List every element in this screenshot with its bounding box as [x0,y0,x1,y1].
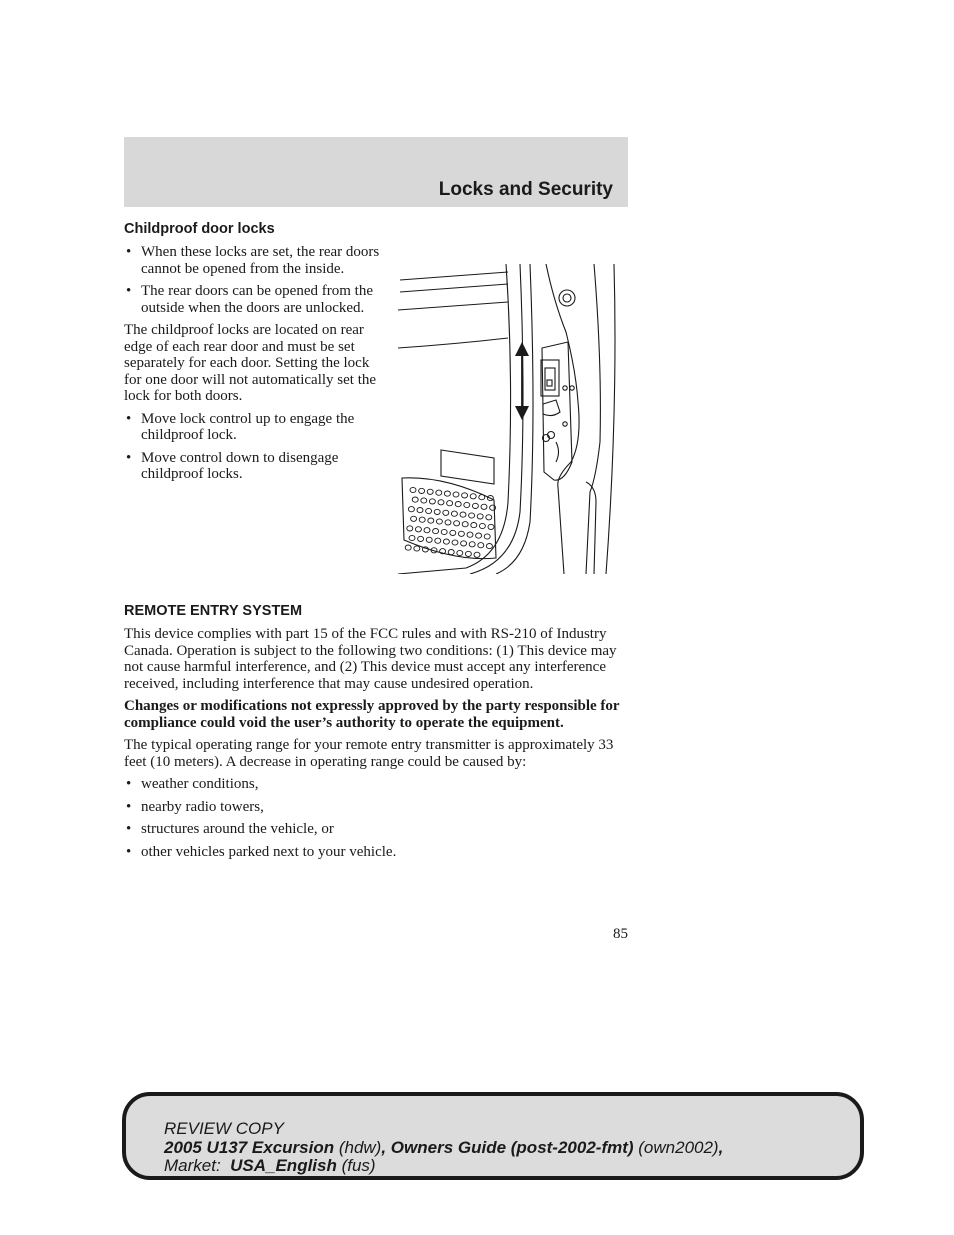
speaker-grille [405,487,495,557]
grille-hole [453,492,459,497]
list-item: • nearby radio towers, [124,799,628,816]
footer-market-label: Market: [164,1156,231,1175]
grille-hole [479,523,485,528]
footer-line-1: REVIEW COPY [164,1119,284,1138]
list-item: • Move control down to disengage childproof locks. [124,450,384,483]
footer-vehicle: 2005 U137 Excursion [164,1137,335,1157]
childproof-heading: Childproof door locks [124,221,275,237]
footer-guide: , Owners Guide (post-2002-fmt) [381,1137,634,1157]
grille-hole [471,523,477,528]
childproof-lock-illustration [396,262,621,574]
grille-hole [417,508,423,513]
grille-hole [447,501,453,506]
list-item: • other vehicles parked next to your vehicle. [124,844,628,861]
grille-hole [408,507,414,512]
grille-hole [462,493,468,498]
grille-hole [458,531,464,536]
grille-hole [486,544,492,549]
list-item: • When these locks are set, the rear doors cannot be opened from the inside. [124,244,384,277]
grille-hole [421,498,427,503]
section-header-band [124,137,628,207]
grille-hole [429,499,435,504]
grille-hole [461,541,467,546]
grille-hole [444,491,450,496]
grille-hole [419,488,425,493]
grille-hole [436,519,442,524]
grille-hole [484,534,490,539]
grille-hole [454,521,460,526]
grille-hole [478,543,484,548]
grille-hole [415,527,421,532]
section-title: Locks and Security [438,179,613,200]
grille-hole [411,516,417,521]
grille-hole [428,518,434,523]
grille-hole [472,503,478,508]
remote-entry-bullets [124,776,628,860]
grille-hole [476,533,482,538]
grille-hole [465,551,471,556]
grille-hole [486,515,492,520]
grille-hole [451,511,457,516]
grille-hole [479,495,485,500]
footer-comma: , [718,1137,724,1157]
grille-hole [488,524,494,529]
grille-hole [448,550,454,555]
grille-hole [464,502,470,507]
page-number: 85 [613,926,628,942]
grille-hole [426,537,432,542]
list-item: • weather conditions, [124,776,628,793]
grille-hole [457,550,463,555]
remote-entry-section [124,602,628,866]
childproof-paragraph: The childproof locks are located on rear edge of each rear door and must be set separately for each door. Setting the lock for one door will not automatically set the lock for both doors. [124,322,377,404]
grille-hole [455,502,461,507]
grille-hole [443,510,449,515]
grille-hole [418,536,424,541]
footer-market: USA_English [230,1156,337,1175]
grille-hole [426,508,432,513]
grille-hole [469,542,475,547]
footer-line-2 [164,1139,723,1158]
review-copy-footer [122,1092,864,1180]
list-item: • The rear doors can be opened from the outside when the doors are unlocked. [124,283,384,316]
grille-hole [460,512,466,517]
childproof-section [124,220,384,489]
grille-hole [412,497,418,502]
list-item: • Move lock control up to engage the childproof lock. [124,411,384,444]
grille-hole [467,532,473,537]
remote-entry-range-paragraph: The typical operating range for your remote entry transmitter is approximately 33 feet (10 meters). A decrease in operating range could be caused by: [124,737,614,770]
grille-hole [477,514,483,519]
grille-hole [462,522,468,527]
grille-hole [427,489,433,494]
grille-hole [419,517,425,522]
remote-entry-warning: Changes or modifications not expressly approved by the party responsible for compliance could void the user’s authority to operate the equipment. [124,698,620,731]
footer-guide-code: (own2002) [633,1137,719,1157]
grille-hole [470,494,476,499]
grille-hole [409,535,415,540]
lock-control [545,368,555,390]
grille-hole [438,500,444,505]
grille-hole [452,540,458,545]
grille-hole [443,539,449,544]
remote-entry-paragraph: This device complies with part 15 of the FCC rules and with RS-210 of Industry Canada. Operation is subject to the following two conditions: (1) This device may not cause harmful interference, and (2) This device must accept any interference received, including interference that may cause undesired operation. [124,626,617,692]
grille-hole [474,552,480,557]
grille-hole [445,520,451,525]
grille-hole [434,509,440,514]
grille-hole [414,546,420,551]
grille-hole [436,490,442,495]
up-down-arrow [515,342,529,420]
footer-line-3 [164,1157,723,1176]
remote-entry-heading: REMOTE ENTRY SYSTEM [124,603,303,619]
footer-market-code: (fus) [336,1156,376,1175]
list-item: • structures around the vehicle, or [124,821,628,838]
grille-hole [405,545,411,550]
footer-text [164,1120,723,1176]
footer-vehicle-code: (hdw) [334,1137,382,1157]
childproof-bullets-bottom [124,411,384,483]
grille-hole [435,538,441,543]
grille-hole [433,529,439,534]
grille-hole [469,513,475,518]
grille-hole [424,528,430,533]
grille-hole [410,487,416,492]
grille-hole [441,529,447,534]
grille-hole [450,530,456,535]
grille-hole [481,504,487,509]
childproof-bullets-top [124,244,384,316]
grille-hole [407,526,413,531]
